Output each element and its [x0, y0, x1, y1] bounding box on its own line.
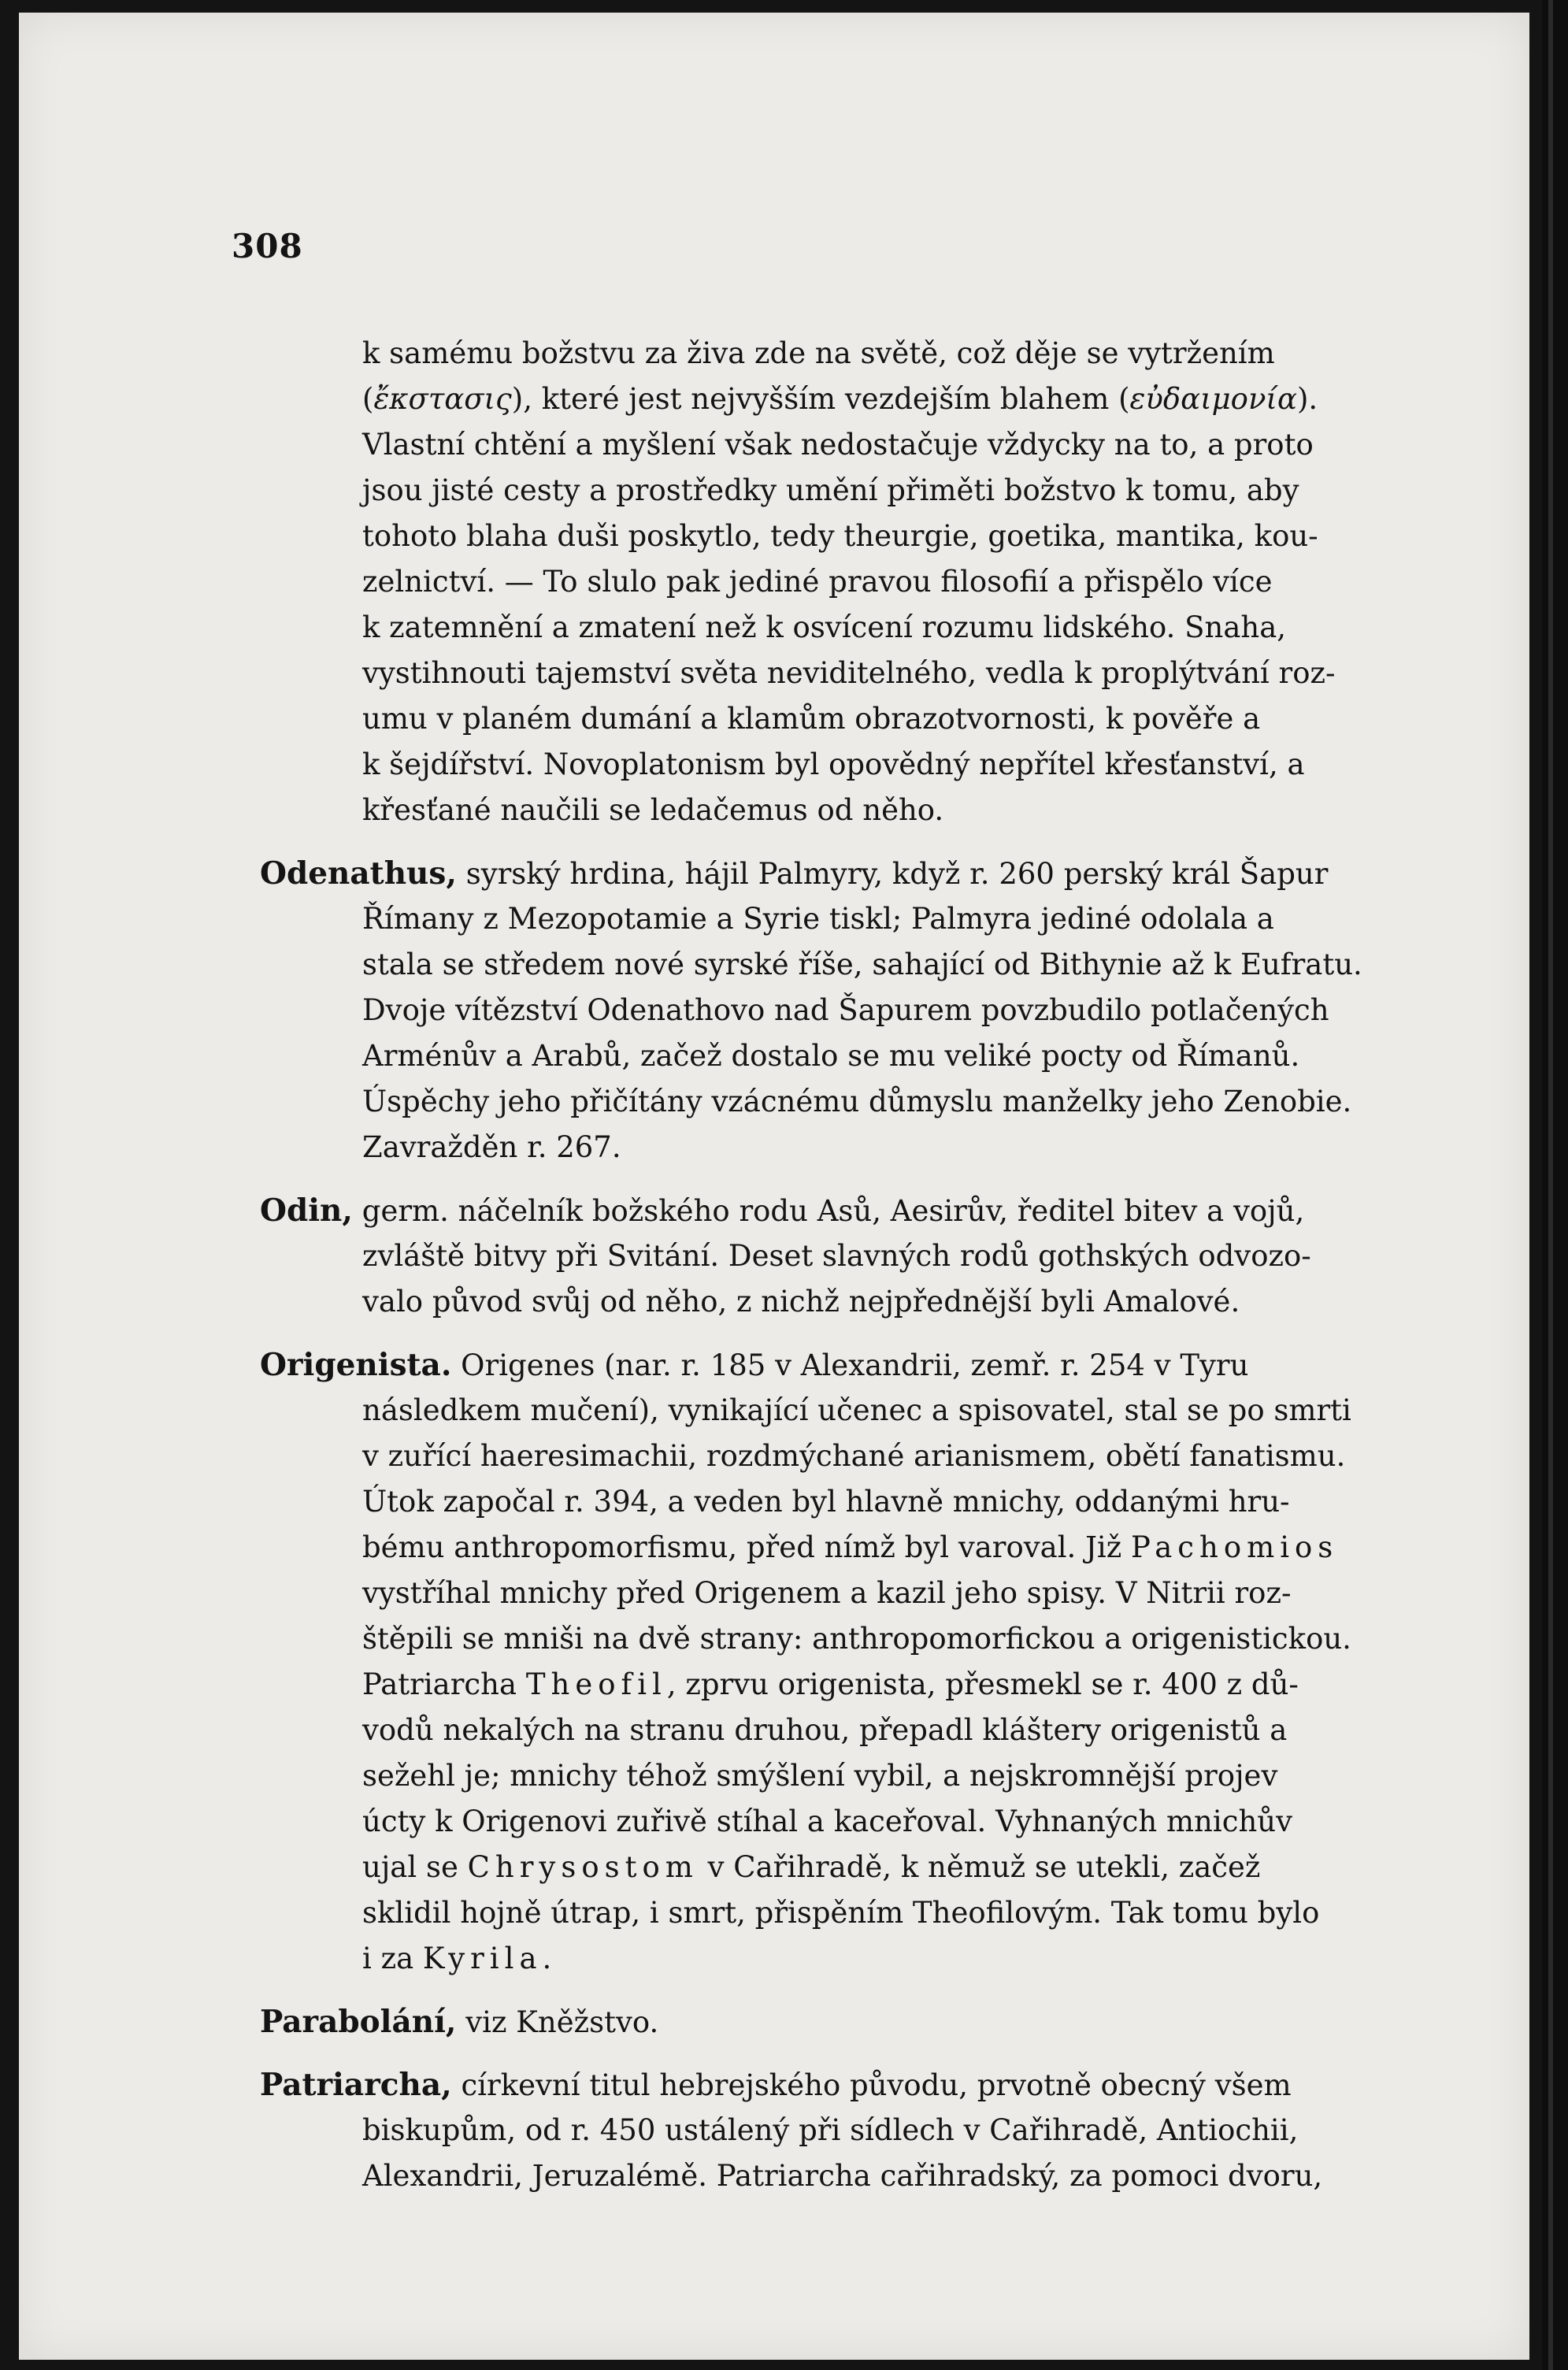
entry-origenista-line-9: vodů nekalých na stranu druhou, přepadl kláštery origenistů a: [362, 1713, 1288, 1747]
intro-line-7: k zatemnění a zmatení než k osvícení rozumu lidského. Snaha,: [362, 610, 1287, 644]
entry-odenathus-line-6: Úspěchy jeho přičítány vzácnému důmyslu manželky jeho Zenobie.: [362, 1085, 1352, 1118]
name-pachomios: Pachomios: [1130, 1530, 1339, 1564]
entry-origenista-line-13: sklidil hojně útrap, i smrt, přispěním Theofilovým. Tak tomu bylo: [362, 1896, 1320, 1930]
entry-odenathus-line-7: Zavražděn r. 267.: [362, 1130, 621, 1164]
entry-origenista-text-14a: i za: [362, 1942, 423, 1975]
entry-origenista-line-1: [260, 1342, 1248, 1389]
entry-origenista-line-11: úcty k Origenovi zuřivě stíhal a kaceřoval. Vyhnaných mnichův: [362, 1804, 1293, 1838]
entry-origenista-line-7: štěpili se mniši na dvě strany: anthropomorfickou a origenistickou.: [362, 1622, 1351, 1656]
name-kyrila: Kyrila: [422, 1942, 543, 1975]
intro-line-2: [362, 376, 1318, 422]
intro-line-1: k samému božstvu za živa zde na světě, což děje se vytržením: [362, 336, 1275, 370]
headword-odin: Odin,: [260, 1192, 353, 1229]
entry-patriarcha-line-1: [260, 2062, 1292, 2109]
scan-edge-strip: [1542, 0, 1568, 2370]
entry-origenista-line-8: [362, 1662, 1299, 1708]
page-text: [19, 13, 1529, 2360]
entry-origenista-line-2: následkem mučení), vynikající učenec a spisovatel, stal se po smrti: [362, 1393, 1351, 1427]
entry-origenista-line-12: [362, 1845, 1260, 1890]
intro-line-10: k šejdířství. Novoplatonism byl opovědný nepřítel křesťanství, a: [362, 747, 1305, 781]
entry-origenista-line-14: [362, 1936, 551, 1982]
entry-origenista-text-12a: ujal se: [362, 1850, 468, 1884]
entry-odenathus-line-4: Dvoje vítězství Odenathovo nad Šapurem povzbudilo potlačených: [362, 993, 1329, 1027]
headword-parabolani: Parabolání,: [260, 2004, 457, 2040]
entry-origenista-text-1: Origenes (nar. r. 185 v Alexandrii, zemř. r. 254 v Tyru: [451, 1348, 1249, 1382]
entry-patriarcha-line-3: Alexandrii, Jeruzalémě. Patriarcha cařihradský, za pomoci dvoru,: [362, 2159, 1323, 2193]
entry-odin-line-2: zvláště bitvy při Svitání. Deset slavných rodů gothských odvozo-: [362, 1239, 1311, 1273]
entry-odenathus-line-1: [260, 851, 1328, 897]
intro-line-2-text-c: ).: [1296, 382, 1318, 416]
entry-odenathus-line-2: Římany z Mezopotamie a Syrie tiskl; Palmyra jediné odolala a: [362, 902, 1274, 936]
entry-parabolani-text-1: viz Kněžstvo.: [456, 2005, 659, 2039]
greek-word-ekstasis: ἔκστασις: [373, 382, 512, 416]
entry-origenista-line-10: sežehl je; mnichy téhož smýšlení vybil, a nejskromnější projev: [362, 1759, 1278, 1793]
intro-line-8: vystihnouti tajemství světa neviditelného, vedla k proplýtvání roz-: [362, 656, 1336, 690]
name-theofil: Theofil: [525, 1667, 667, 1701]
entry-odenathus-line-3: stala se středem nové syrské říše, sahající od Bithynie až k Eufratu.: [362, 948, 1362, 981]
entry-odenathus-line-5: Arménův a Arabů, začež dostalo se mu veliké pocty od Římanů.: [362, 1039, 1300, 1073]
headword-origenista: Origenista.: [260, 1347, 452, 1383]
entry-patriarcha-text-1: církevní titul hebrejského původu, prvotně obecný všem: [451, 2068, 1292, 2102]
book-page: [19, 13, 1529, 2360]
scan-edge-line: [1548, 0, 1553, 2370]
headword-patriarcha: Patriarcha,: [260, 2067, 452, 2103]
intro-line-9: umu v planém dumání a klamům obrazotvornosti, k pověře a: [362, 702, 1261, 736]
entry-origenista-text-5: bému anthropomorfismu, před nímž byl varoval. Již: [362, 1530, 1131, 1564]
entry-parabolani-line-1: [260, 1999, 658, 2045]
intro-line-2-text-a: (: [362, 382, 374, 416]
intro-line-6: zelnictví. — To slulo pak jediné pravou filosofií a přispělo více: [362, 565, 1273, 599]
name-chrysostom: Chrysostom: [467, 1850, 699, 1884]
page-number: 308: [232, 227, 303, 265]
greek-word-eudaimonia: εὐδαιμονία: [1129, 382, 1297, 416]
intro-line-4: jsou jisté cesty a prostředky umění přiměti božstvo k tomu, aby: [362, 473, 1299, 507]
entry-origenista-text-12b: v Cařihradě, k němuž se utekli, začež: [698, 1850, 1261, 1884]
entry-origenista-line-5: [362, 1525, 1338, 1571]
intro-line-5: tohoto blaha duši poskytlo, tedy theurgie, goetika, mantika, kou-: [362, 519, 1318, 553]
entry-origenista-line-4: Útok započal r. 394, a veden byl hlavně mnichy, oddanými hru-: [362, 1485, 1290, 1519]
entry-odin-line-3: valo původ svůj od něho, z nichž nejpřednější byli Amalové.: [362, 1285, 1240, 1319]
intro-line-2-text-b: ), které jest nejvyšším vezdejším blahem (: [511, 382, 1130, 416]
entry-odenathus-text-1: syrský hrdina, hájil Palmyry, když r. 260 perský král Šapur: [456, 857, 1329, 891]
intro-line-11: křesťané naučili se ledačemus od něho.: [362, 793, 944, 827]
headword-odenathus: Odenathus,: [260, 855, 457, 892]
entry-patriarcha-line-2: biskupům, od r. 450 ustálený při sídlech v Cařihradě, Antiochii,: [362, 2113, 1299, 2147]
entry-origenista-text-8a: Patriarcha: [362, 1667, 526, 1701]
entry-odin-text-1: germ. náčelník božského rodu Asů, Aesirův, ředitel bitev a vojů,: [353, 1194, 1305, 1228]
entry-origenista-line-6: vystříhal mnichy před Origenem a kazil jeho spisy. V Nitrii roz-: [362, 1576, 1292, 1610]
entry-origenista-text-8b: , zprvu origenista, přesmekl se r. 400 z dů-: [666, 1667, 1299, 1701]
entry-origenista-text-14b: .: [542, 1942, 552, 1975]
entry-origenista-line-3: v zuřící haeresimachii, rozdmýchané arianismem, obětí fanatismu.: [362, 1439, 1346, 1473]
intro-line-3: Vlastní chtění a myšlení však nedostačuje vždycky na to, a proto: [362, 428, 1314, 462]
entry-odin-line-1: [260, 1188, 1304, 1234]
